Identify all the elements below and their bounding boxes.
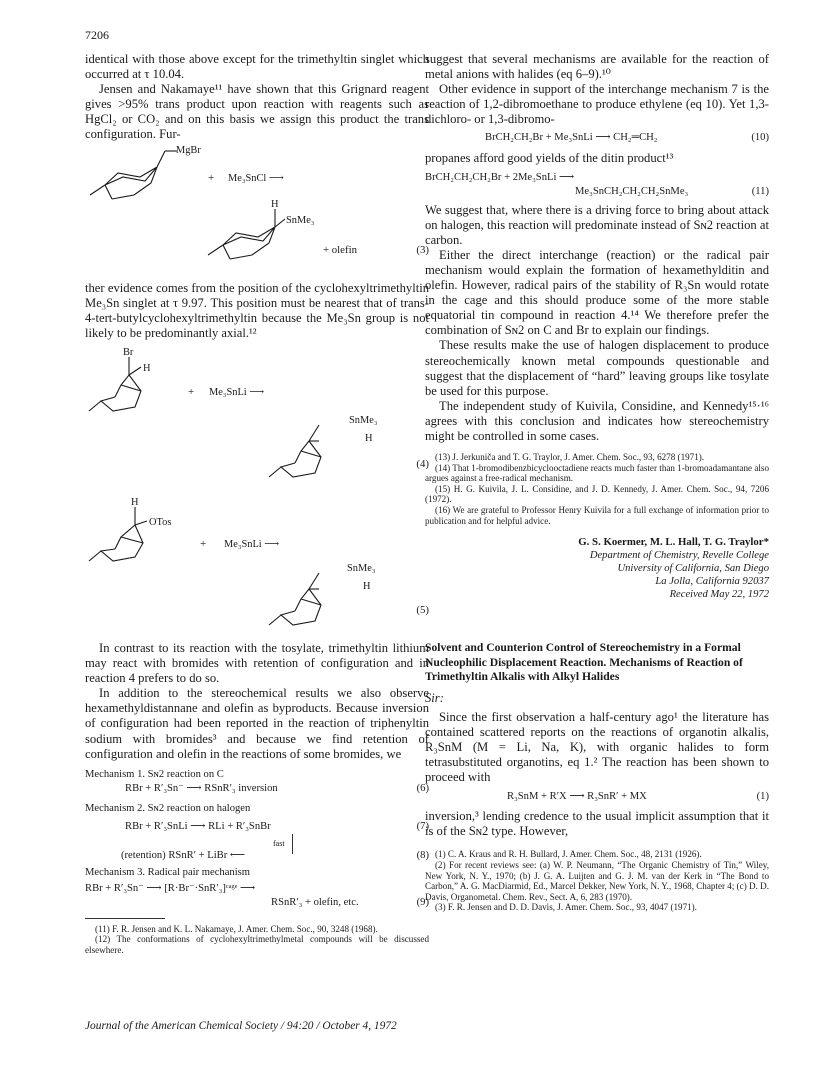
plus-sign: +	[188, 385, 195, 398]
br-label: Br	[123, 346, 134, 358]
equation-10	[425, 131, 769, 145]
reaction-bracket	[291, 834, 293, 854]
equation-6	[85, 782, 429, 796]
paragraph: We suggest that, where there is a driving force to bring about attack on halogen, this reaction will predominate instead of Sɴ2 reaction at carbon.	[425, 202, 769, 247]
footnote: (16) We are grateful to Professor Henry Kuivila for a full exchange of information prior to publication and for helpful advice.	[425, 505, 769, 526]
equation-number: (5)	[416, 603, 429, 616]
salutation: Sir:	[425, 690, 444, 705]
equation-text: RBr + R′₃SnLi ⟶ RLi + R′₃SnBr	[125, 820, 271, 832]
reagent-text: Me₃SnCl	[228, 172, 267, 184]
affiliation: University of California, San Diego	[617, 563, 769, 575]
footnote: (3) F. R. Jensen and D. D. Davis, J. Amer. Chem. Soc., 93, 4047 (1971).	[435, 902, 697, 913]
paragraph: suggest that several mechanisms are available for the reaction of metal anions with halides (eq 6–9).¹⁰	[425, 52, 769, 82]
paragraph: inversion,³ lending credence to the usual implicit assumption that it is of the Sɴ2 type. However,	[425, 809, 769, 839]
snme3-label: SnMe₃	[349, 414, 378, 426]
reagent-label: Me₃SnLi ⟶	[209, 386, 265, 398]
equation-text: R₃SnM + R′X ⟶ R₃SnR′ + MX	[507, 791, 647, 803]
paragraph: ther evidence comes from the position of the cyclohexyltrimethyltin Me₃Sn singlet at τ 9.97. This position must be nearest that of trans-4-tert-butylcyclohexyltrimethyltin because the Me₃Sn group is not likely to be predominantly axial.¹²	[85, 280, 429, 340]
footnote: (14) That 1-bromodibenzbicyclooctadiene reacts much faster than 1-bromoadamantane also argues against a free-radical mechanism.	[425, 462, 769, 484]
article-title: Solvent and Counterion Control of Stereochemistry in a Formal Nucleophilic Displacement Reaction. Mechanisms of Reaction of Trimethyltin Alkalis with Alkyl Halides	[425, 641, 743, 684]
footnote: (1) C. A. Kraus and R. H. Bullard, J. Amer. Chem. Soc., 48, 2131 (1926).	[435, 849, 702, 860]
paragraph: The independent study of Kuivila, Considine, and Kennedy¹⁵·¹⁶ agrees with this conclusion and indicates how stereochemistry might be controlled in some cases.	[425, 398, 769, 443]
plus-sign: +	[200, 537, 207, 550]
equation-text: RBr + R′₃Sn⁻ ⟶ RSnR′₃ inversion	[125, 782, 278, 794]
equation-text: BrCH₂CH₂Br + Me₃SnLi ⟶ CH₂═CH₂	[485, 132, 658, 144]
equation-number: (10)	[751, 132, 769, 144]
footnote-rule	[85, 918, 165, 919]
equation-5-scheme	[85, 495, 429, 641]
footnote: (2) For recent reviews see: (a) W. P. Neumann, “The Organic Chemistry of Tin,” Wiley, New York, N. Y., 1970; (b) J. G. A. Luijten and G. J. M. van der Kerk in “The Bond to Carbon,” A. G. MacDiarmid, Ed., Marcel Dekker, New York, N. Y., 1968, Chapter 4; (c) D. D. Davis, Organometal. Chem. Rev., Sect. A, 6, 283 (1970).	[425, 860, 769, 902]
left-column	[85, 52, 429, 955]
equation-text: RSnR′₃ + olefin, etc.	[271, 896, 359, 908]
equation-number: (1)	[756, 791, 769, 803]
footnote: (12) The conformations of cyclohexyltrimethylmetal compounds will be discussed elsewhere.	[85, 934, 429, 955]
paragraph: identical with those above except for the trimethyltin singlet which occurred at τ 10.04.	[85, 52, 429, 82]
footnotes	[85, 924, 429, 956]
equation-number: (11)	[751, 185, 769, 197]
equation-number: (6)	[416, 782, 429, 794]
author-names: G. S. Koermer, M. L. Hall, T. G. Traylor*	[578, 536, 769, 549]
equation-3-scheme	[85, 143, 429, 281]
mechanism-3-title: Mechanism 3. Radical pair mechanism	[85, 866, 251, 878]
cyclohexane-structures	[85, 495, 429, 641]
equation-number: (8)	[416, 849, 429, 861]
equation-7	[85, 820, 429, 834]
paragraph: Since the first observation a half-century ago¹ the literature has contained scattered reports on the reactions of organotin alkalis, R₃SnM (M = Li, Na, K), with organic halides to form tetrasubstituted organotins, eq 1.² The reaction has been shown to proceed with	[425, 709, 769, 785]
paragraph: Jensen and Nakamaye¹¹ have shown that this Grignard reagent gives >95% trans product upon reaction with reagents such as HgCl₂ or CO₂ and on this basis we assign this product the trans configuration. Fur-	[85, 82, 429, 142]
equation-11-line-2	[425, 185, 769, 199]
signature-block	[425, 536, 769, 601]
reagent-text: Me₃SnLi	[224, 538, 262, 550]
cyclohexane-structures	[85, 143, 429, 281]
equation-11-line-1	[425, 171, 769, 185]
affiliation: Department of Chemistry, Revelle College	[589, 550, 769, 562]
reagent-label: Me₃SnCl ⟶	[228, 172, 284, 184]
paragraph: In addition to the stereochemical results we also observe hexamethyldistannane and olefin as byproducts. Because inversion of configuration had been reported in the reaction of triphenyltin sodium with bromides³ and because we find retention of configuration and olefin in the reactions of some bromides, we	[85, 686, 429, 761]
equation-text: BrCH₂CH₂CH₂Br + 2Me₃SnLi ⟶	[425, 171, 575, 183]
paragraph: These results make the use of halogen displacement to produce stereochemically known metal compounds questionable and suggest that the displacement of “hard” leaving groups like tosylate be used for this purpose.	[425, 338, 769, 398]
equation-1	[425, 790, 769, 804]
received-date: Received May 22, 1972	[669, 589, 769, 601]
olefin-label: + olefin	[323, 243, 357, 256]
fast-label: fast	[273, 838, 285, 848]
footnote: (11) F. R. Jensen and K. L. Nakamaye, J. Amer. Chem. Soc., 90, 3248 (1968).	[95, 923, 378, 934]
journal-footer: Journal of the American Chemical Society / 94:20 / October 4, 1972	[85, 1020, 397, 1032]
mgbr-label: MgBr	[176, 144, 201, 156]
footnotes	[425, 452, 769, 526]
h-label: H	[363, 580, 371, 592]
snme3-label: SnMe₃	[286, 214, 315, 226]
plus-sign: +	[208, 171, 215, 184]
h-label: H	[143, 362, 151, 374]
right-column	[425, 52, 769, 913]
equation-9-line-1	[85, 882, 429, 896]
paragraph: Either the direct interchange (reaction) or the radical pair mechanism would explain the formation of hexamethylditin and olefin. However, radical pairs of the stability of R₃Sn would rotate in the cage and this should produce some of the more stable equatorial tin compound in reaction 4.¹⁴ We therefore prefer the combination of Sɴ2 on C and Br to explain our findings.	[425, 247, 769, 338]
h-label: H	[131, 496, 139, 508]
mechanism-2-title: Mechanism 2. Sɴ2 reaction on halogen	[85, 802, 251, 814]
h-label: H	[365, 432, 373, 444]
mechanism-1-title: Mechanism 1. Sɴ2 reaction on C	[85, 768, 224, 780]
paragraph: propanes afford good yields of the ditin product¹³	[425, 151, 674, 166]
equation-number: (3)	[416, 243, 429, 256]
equation-4-scheme	[85, 345, 429, 495]
equation-text: (retention) RSnR′ + LiBr ⟵	[121, 849, 246, 861]
h-label: H	[271, 198, 279, 210]
footnotes	[425, 849, 769, 913]
snme3-label: SnMe₃	[347, 562, 376, 574]
equation-text: RBr + R′₃Sn⁻ ⟶ [R·Br⁻·SnR′₃]ᶜᵃᵍᵉ ⟶	[85, 882, 256, 894]
equation-number: (9)	[416, 896, 429, 908]
reagent-label: Me₃SnLi ⟶	[224, 538, 280, 550]
equation-9-line-2	[85, 896, 429, 910]
otos-label: OTos	[149, 516, 172, 528]
equation-text: Me₃SnCH₂CH₂CH₂SnMe₃	[575, 185, 689, 197]
paragraph: Other evidence in support of the interchange mechanism 7 is the reaction of 1,2-dibromoethane to produce ethylene (eq 10). Yet 1,3-dichloro- or 1,3-dibromo-	[425, 82, 769, 127]
affiliation: La Jolla, California 92037	[655, 576, 769, 588]
equation-number: (7)	[416, 820, 429, 832]
equation-8	[85, 834, 429, 864]
footnote: (15) H. G. Kuivila, J. L. Considine, and J. D. Kennedy, J. Amer. Chem. Soc., 94, 7206 (1972).	[425, 483, 769, 505]
footnote: (13) J. Jerkuniča and T. G. Traylor, J. Amer. Chem. Soc., 93, 6278 (1971).	[435, 452, 705, 463]
paragraph: In contrast to its reaction with the tosylate, trimethyltin lithium may react with bromides with retention of configuration and in reaction 4 prefers to do so.	[85, 640, 429, 686]
equation-number: (4)	[416, 457, 429, 470]
page-number: 7206	[85, 28, 109, 42]
reagent-text: Me₃SnLi	[209, 386, 247, 398]
